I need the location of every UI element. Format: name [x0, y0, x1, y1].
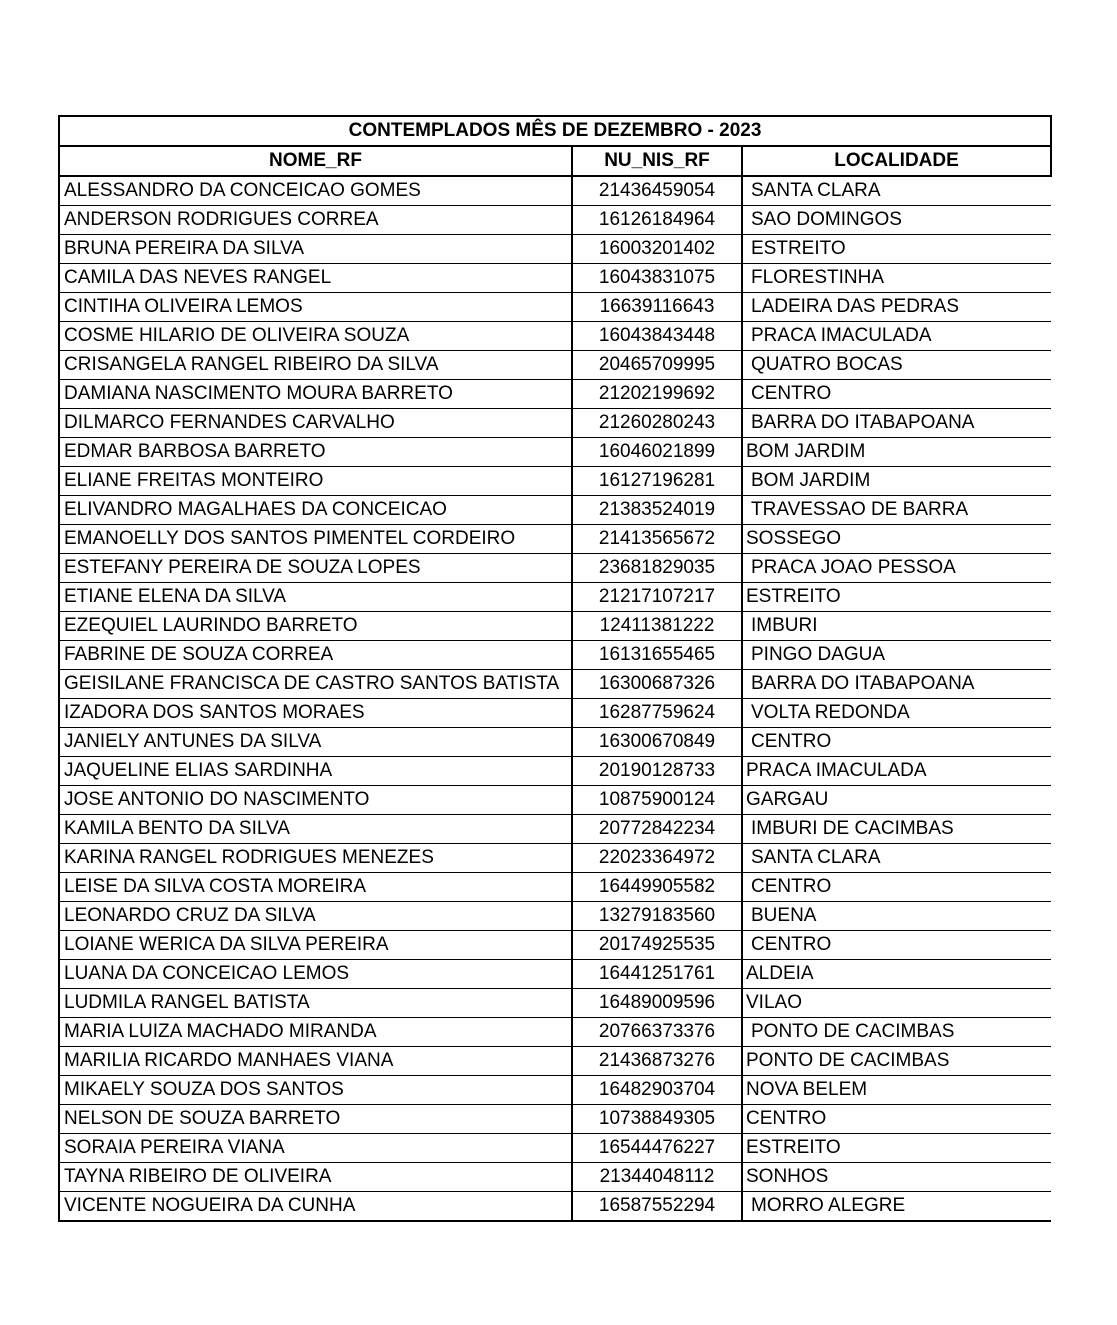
cell-localidade: GARGAU: [742, 786, 1051, 815]
table-row: [59, 293, 1051, 322]
table-row: [59, 1076, 1051, 1105]
table-row: [59, 206, 1051, 235]
cell-nome: CINTIHA OLIVEIRA LEMOS: [59, 293, 572, 322]
cell-nis: 21344048112: [572, 1163, 742, 1192]
table-row: [59, 1018, 1051, 1047]
cell-localidade: CENTRO: [742, 728, 1051, 757]
cell-nis: 21217107217: [572, 583, 742, 612]
cell-localidade: PRACA IMACULADA: [742, 757, 1051, 786]
cell-nome: LUDMILA RANGEL BATISTA: [59, 989, 572, 1018]
table-row: [59, 960, 1051, 989]
cell-nis: 21260280243: [572, 409, 742, 438]
table-row: [59, 380, 1051, 409]
cell-nome: LEONARDO CRUZ DA SILVA: [59, 902, 572, 931]
table-body: [59, 176, 1051, 1221]
cell-localidade: FLORESTINHA: [742, 264, 1051, 293]
table-row: [59, 554, 1051, 583]
table-row: [59, 728, 1051, 757]
cell-nome: DILMARCO FERNANDES CARVALHO: [59, 409, 572, 438]
cell-localidade: BUENA: [742, 902, 1051, 931]
cell-nome: VICENTE NOGUEIRA DA CUNHA: [59, 1192, 572, 1222]
cell-localidade: MORRO ALEGRE: [742, 1192, 1051, 1222]
cell-nome: CAMILA DAS NEVES RANGEL: [59, 264, 572, 293]
cell-nome: LEISE DA SILVA COSTA MOREIRA: [59, 873, 572, 902]
cell-localidade: CENTRO: [742, 1105, 1051, 1134]
cell-nis: 16441251761: [572, 960, 742, 989]
cell-nome: ALESSANDRO DA CONCEICAO GOMES: [59, 176, 572, 206]
cell-nis: 16131655465: [572, 641, 742, 670]
cell-nome: ELIANE FREITAS MONTEIRO: [59, 467, 572, 496]
cell-nome: COSME HILARIO DE OLIVEIRA SOUZA: [59, 322, 572, 351]
cell-nis: 21436459054: [572, 176, 742, 206]
cell-nome: JANIELY ANTUNES DA SILVA: [59, 728, 572, 757]
table-row: [59, 989, 1051, 1018]
cell-localidade: CENTRO: [742, 873, 1051, 902]
table-row: [59, 931, 1051, 960]
table-row: [59, 1047, 1051, 1076]
cell-nome: EZEQUIEL LAURINDO BARRETO: [59, 612, 572, 641]
table-row: [59, 641, 1051, 670]
cell-localidade: ESTREITO: [742, 1134, 1051, 1163]
cell-nome: JOSE ANTONIO DO NASCIMENTO: [59, 786, 572, 815]
table-title: CONTEMPLADOS MÊS DE DEZEMBRO - 2023: [59, 116, 1051, 146]
cell-nis: 21383524019: [572, 496, 742, 525]
cell-localidade: BARRA DO ITABAPOANA: [742, 670, 1051, 699]
cell-localidade: SOSSEGO: [742, 525, 1051, 554]
cell-nome: ANDERSON RODRIGUES CORREA: [59, 206, 572, 235]
table-row: [59, 1134, 1051, 1163]
beneficiaries-table: [58, 115, 1052, 1222]
table-row: [59, 525, 1051, 554]
cell-nis: 16003201402: [572, 235, 742, 264]
cell-nis: 16639116643: [572, 293, 742, 322]
cell-localidade: QUATRO BOCAS: [742, 351, 1051, 380]
cell-localidade: PRACA IMACULADA: [742, 322, 1051, 351]
cell-nis: 16489009596: [572, 989, 742, 1018]
cell-nis: 20190128733: [572, 757, 742, 786]
table-header-row: [59, 146, 1051, 176]
cell-localidade: LADEIRA DAS PEDRAS: [742, 293, 1051, 322]
cell-localidade: NOVA BELEM: [742, 1076, 1051, 1105]
cell-nome: ESTEFANY PEREIRA DE SOUZA LOPES: [59, 554, 572, 583]
cell-nis: 16300687326: [572, 670, 742, 699]
table-row: [59, 264, 1051, 293]
table-row: [59, 322, 1051, 351]
cell-nome: DAMIANA NASCIMENTO MOURA BARRETO: [59, 380, 572, 409]
cell-localidade: BARRA DO ITABAPOANA: [742, 409, 1051, 438]
cell-nis: 20766373376: [572, 1018, 742, 1047]
column-header-localidade: LOCALIDADE: [742, 146, 1051, 176]
cell-localidade: PONTO DE CACIMBAS: [742, 1018, 1051, 1047]
cell-localidade: ALDEIA: [742, 960, 1051, 989]
table-row: [59, 496, 1051, 525]
cell-nis: 13279183560: [572, 902, 742, 931]
cell-localidade: ESTREITO: [742, 235, 1051, 264]
cell-nis: 16544476227: [572, 1134, 742, 1163]
cell-nis: 16287759624: [572, 699, 742, 728]
cell-localidade: CENTRO: [742, 931, 1051, 960]
table-row: [59, 176, 1051, 206]
cell-nis: 22023364972: [572, 844, 742, 873]
cell-nome: FABRINE DE SOUZA CORREA: [59, 641, 572, 670]
column-header-nome: NOME_RF: [59, 146, 572, 176]
table-row: [59, 409, 1051, 438]
cell-nis: 21436873276: [572, 1047, 742, 1076]
cell-nome: BRUNA PEREIRA DA SILVA: [59, 235, 572, 264]
cell-nis: 16046021899: [572, 438, 742, 467]
cell-localidade: PONTO DE CACIMBAS: [742, 1047, 1051, 1076]
cell-localidade: IMBURI DE CACIMBAS: [742, 815, 1051, 844]
table-title-row: [59, 116, 1051, 146]
cell-nome: MARIA LUIZA MACHADO MIRANDA: [59, 1018, 572, 1047]
cell-localidade: VOLTA REDONDA: [742, 699, 1051, 728]
cell-nome: ETIANE ELENA DA SILVA: [59, 583, 572, 612]
cell-localidade: PINGO DAGUA: [742, 641, 1051, 670]
cell-nome: MARILIA RICARDO MANHAES VIANA: [59, 1047, 572, 1076]
cell-localidade: PRACA JOAO PESSOA: [742, 554, 1051, 583]
table-row: [59, 583, 1051, 612]
table-row: [59, 235, 1051, 264]
cell-nis: 21413565672: [572, 525, 742, 554]
table-row: [59, 699, 1051, 728]
table-row: [59, 902, 1051, 931]
cell-nis: 10875900124: [572, 786, 742, 815]
cell-nis: 16449905582: [572, 873, 742, 902]
cell-nome: SORAIA PEREIRA VIANA: [59, 1134, 572, 1163]
cell-localidade: BOM JARDIM: [742, 438, 1051, 467]
cell-localidade: ESTREITO: [742, 583, 1051, 612]
cell-localidade: SONHOS: [742, 1163, 1051, 1192]
cell-nis: 10738849305: [572, 1105, 742, 1134]
cell-nis: 16043843448: [572, 322, 742, 351]
cell-nis: 16300670849: [572, 728, 742, 757]
cell-nome: JAQUELINE ELIAS SARDINHA: [59, 757, 572, 786]
cell-nome: TAYNA RIBEIRO DE OLIVEIRA: [59, 1163, 572, 1192]
cell-nome: LOIANE WERICA DA SILVA PEREIRA: [59, 931, 572, 960]
cell-nis: 16126184964: [572, 206, 742, 235]
cell-nis: 16043831075: [572, 264, 742, 293]
cell-localidade: BOM JARDIM: [742, 467, 1051, 496]
table-row: [59, 815, 1051, 844]
cell-nis: 23681829035: [572, 554, 742, 583]
cell-nome: GEISILANE FRANCISCA DE CASTRO SANTOS BATISTA: [59, 670, 572, 699]
table-row: [59, 1163, 1051, 1192]
cell-nis: 16587552294: [572, 1192, 742, 1222]
cell-nome: NELSON DE SOUZA BARRETO: [59, 1105, 572, 1134]
table-row: [59, 844, 1051, 873]
cell-nis: 20465709995: [572, 351, 742, 380]
table-row: [59, 612, 1051, 641]
cell-nome: EDMAR BARBOSA BARRETO: [59, 438, 572, 467]
cell-nis: 20174925535: [572, 931, 742, 960]
cell-nome: IZADORA DOS SANTOS MORAES: [59, 699, 572, 728]
cell-nis: 12411381222: [572, 612, 742, 641]
cell-nis: 16127196281: [572, 467, 742, 496]
table-row: [59, 670, 1051, 699]
beneficiaries-sheet: [58, 115, 1050, 1222]
cell-nome: ELIVANDRO MAGALHAES DA CONCEICAO: [59, 496, 572, 525]
table-row: [59, 1105, 1051, 1134]
cell-nome: KARINA RANGEL RODRIGUES MENEZES: [59, 844, 572, 873]
cell-nome: MIKAELY SOUZA DOS SANTOS: [59, 1076, 572, 1105]
cell-localidade: VILAO: [742, 989, 1051, 1018]
cell-localidade: IMBURI: [742, 612, 1051, 641]
table-row: [59, 873, 1051, 902]
table-row: [59, 1192, 1051, 1222]
cell-localidade: CENTRO: [742, 380, 1051, 409]
table-row: [59, 786, 1051, 815]
cell-nome: KAMILA BENTO DA SILVA: [59, 815, 572, 844]
cell-nome: CRISANGELA RANGEL RIBEIRO DA SILVA: [59, 351, 572, 380]
table-row: [59, 351, 1051, 380]
table-row: [59, 757, 1051, 786]
cell-nis: 21202199692: [572, 380, 742, 409]
cell-nome: EMANOELLY DOS SANTOS PIMENTEL CORDEIRO: [59, 525, 572, 554]
cell-localidade: SAO DOMINGOS: [742, 206, 1051, 235]
table-row: [59, 467, 1051, 496]
cell-localidade: SANTA CLARA: [742, 176, 1051, 206]
cell-localidade: SANTA CLARA: [742, 844, 1051, 873]
cell-localidade: TRAVESSAO DE BARRA: [742, 496, 1051, 525]
column-header-nis: NU_NIS_RF: [572, 146, 742, 176]
cell-nis: 20772842234: [572, 815, 742, 844]
table-row: [59, 438, 1051, 467]
cell-nome: LUANA DA CONCEICAO LEMOS: [59, 960, 572, 989]
cell-nis: 16482903704: [572, 1076, 742, 1105]
